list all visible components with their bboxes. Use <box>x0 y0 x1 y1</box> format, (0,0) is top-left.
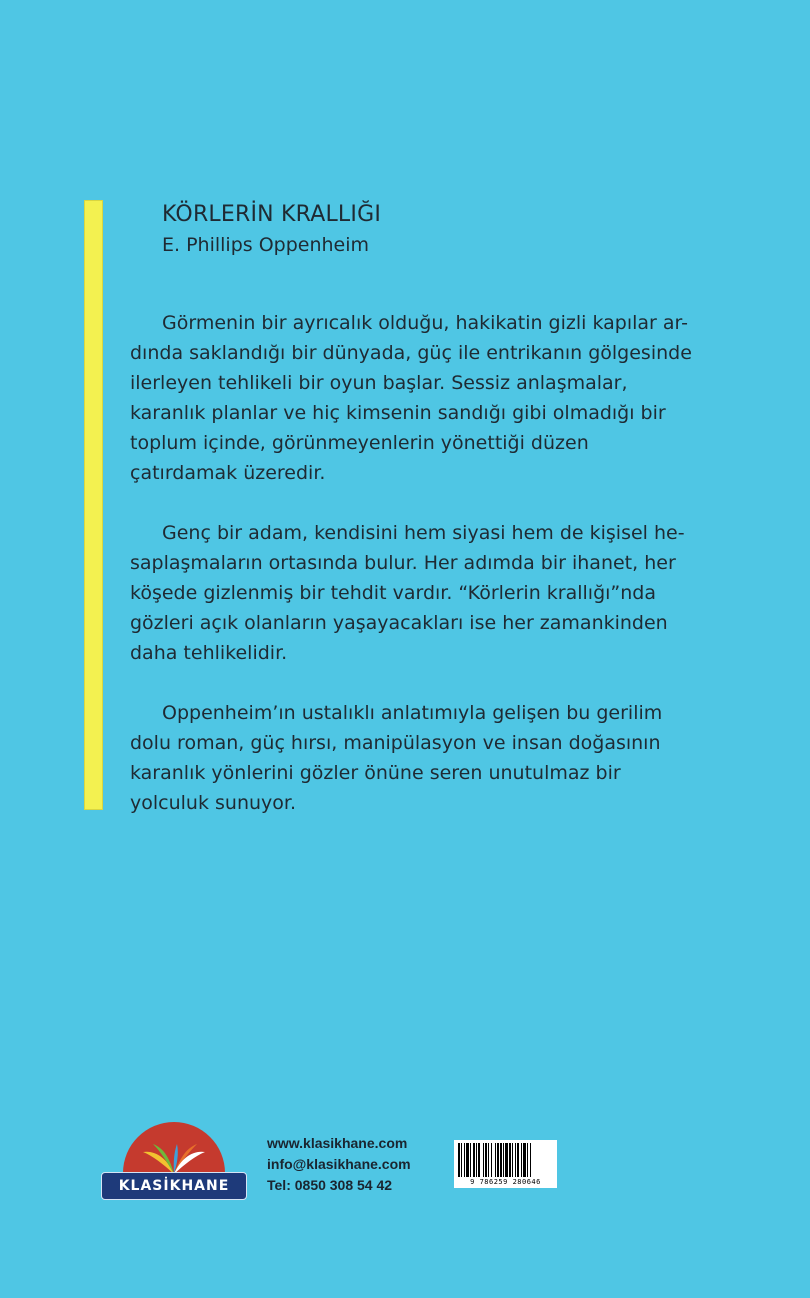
accent-bar <box>84 200 103 810</box>
barcode-digits: 9 786259 280646 <box>470 1178 541 1186</box>
publisher-email: info@klasikhane.com <box>267 1156 411 1172</box>
blurb-paragraph-3: Oppenheim’ın ustalıklı anlatımıyla gelişen bu gerilim dolu roman, güç hırsı, manipülasyon ve insan doğasının karanlık yönlerini gözler önüne seren unutulmaz bir yolculuk sunuyor. <box>130 702 663 814</box>
publisher-logo <box>101 1122 247 1200</box>
publisher-contact <box>267 1133 411 1196</box>
blurb-paragraph-1: Görmenin bir ayrıcalık olduğu, hakikatin gizli kapılar ar- dında saklandığı bir dünyada, güç ile entrikanın gölgesinde ilerleyen tehlikeli bir oyun başlar. Sessiz anlaşmalar, karanlık planlar ve hiç kimsenin sandığı gibi olmadığı bir toplum içinde, görünmeyenlerin yönettiği düzen çatırdamak üzeredir. <box>130 312 692 484</box>
blurb-paragraph-2: Genç bir adam, kendisini hem siyasi hem de kişisel he- saplaşmaların ortasında bulur. Her adımda bir ihanet, her köşede gizlenmiş bir tehdit vardır. “Körlerin krallığı”nda gözleri açık olanların yaşayacakları ise her zamankinden daha tehlikelidir. <box>130 522 685 664</box>
barcode-bars <box>458 1143 553 1177</box>
back-cover-text <box>130 200 730 818</box>
publisher-phone: Tel: 0850 308 54 42 <box>267 1177 393 1193</box>
book-title: KÖRLERİN KRALLIĞI <box>162 202 382 227</box>
isbn-barcode <box>454 1140 557 1188</box>
publisher-name: KLASİKHANE <box>101 1172 247 1200</box>
book-author: E. Phillips Oppenheim <box>162 234 370 256</box>
publisher-website: www.klasikhane.com <box>267 1135 408 1151</box>
